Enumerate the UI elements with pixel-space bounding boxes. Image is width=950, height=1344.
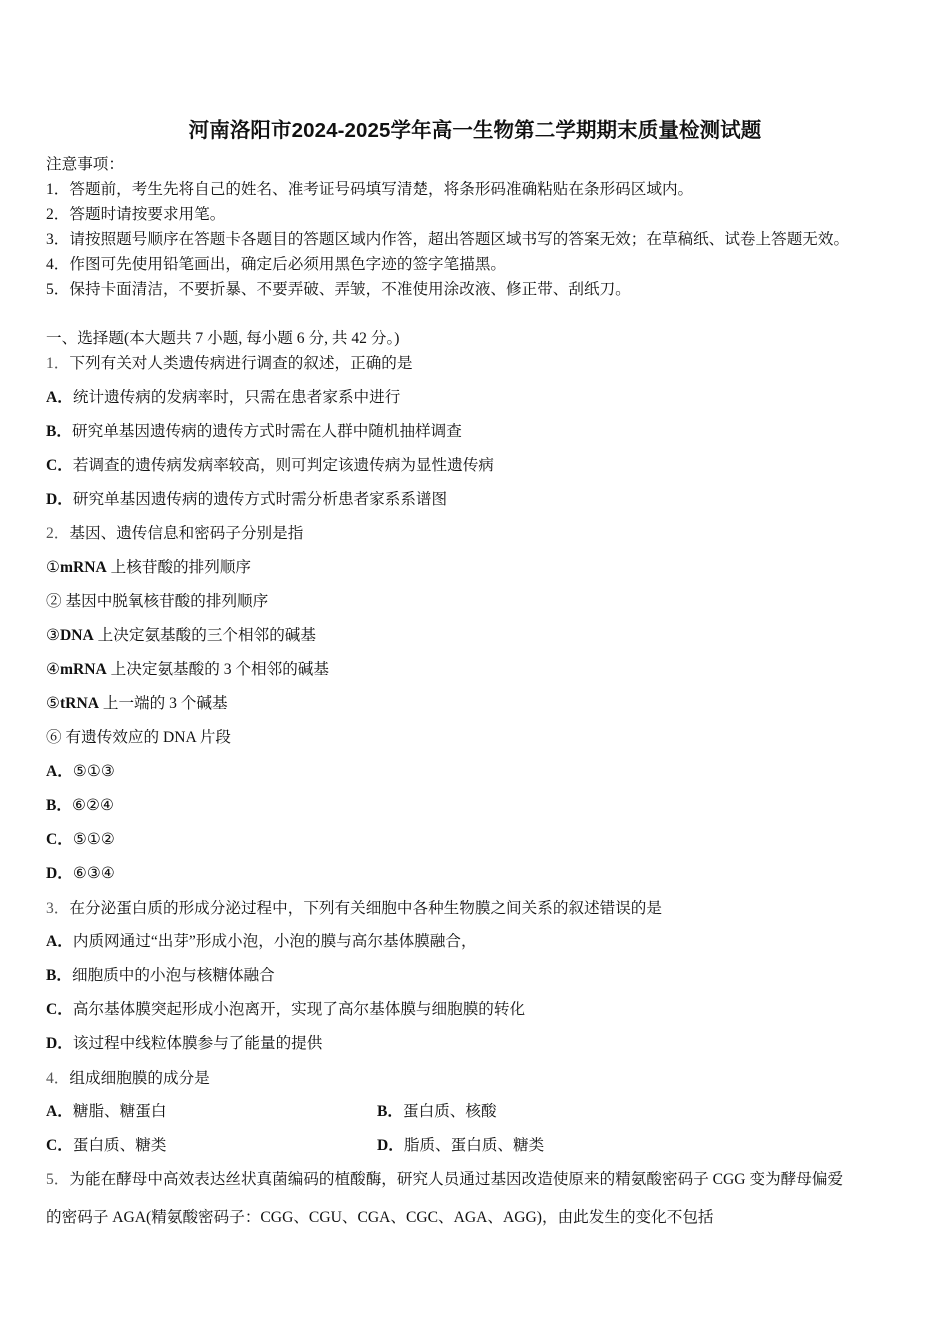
notice-item: 1．答题前，考生先将自己的姓名、准考证号码填写清楚，将条形码准确粘贴在条形码区域内。 — [46, 181, 694, 198]
statement-item: ② 基因中脱氧核苷酸的排列顺序 — [46, 593, 269, 610]
option-b: B．⑥②④ — [46, 797, 114, 814]
question-number: 4． — [46, 1070, 70, 1087]
option-b: B．研究单基因遗传病的遗传方式时需在人群中随机抽样调查 — [46, 423, 462, 440]
notice-heading: 注意事项： — [46, 156, 124, 173]
statement-item: ③DNA 上决定氨基酸的三个相邻的碱基 — [46, 627, 316, 644]
option-a: A．统计遗传病的发病率时，只需在患者家系中进行 — [46, 389, 401, 406]
question-stem: 基因、遗传信息和密码子分别是指 — [69, 525, 304, 542]
notice-item: 2．答题时请按要求用笔。 — [46, 206, 226, 223]
question-number: 5． — [46, 1171, 70, 1188]
option-c: C．蛋白质、糖类 — [46, 1137, 167, 1154]
page-title: 河南洛阳市2024-2025学年高一生物第二学期期末质量检测试题 — [188, 119, 762, 142]
question-number: 3． — [46, 900, 70, 917]
question-stem: 在分泌蛋白质的形成分泌过程中，下列有关细胞中各种生物膜之间关系的叙述错误的是 — [69, 900, 662, 917]
question-stem: 组成细胞膜的成分是 — [69, 1070, 210, 1087]
question-5 — [46, 1167, 843, 1189]
option-a: A．⑤①③ — [46, 763, 115, 780]
statement-item: ④mRNA 上决定氨基酸的 3 个相邻的碱基 — [46, 661, 329, 678]
question-stem-continued: 的密码子 AGA(精氨酸密码子：CGG、CGU、CGA、CGC、AGA、AGG)，由此发生的变化不包括 — [46, 1209, 714, 1226]
question-number: 2． — [46, 525, 70, 542]
option-d: D．⑥③④ — [46, 865, 115, 882]
section-heading: 一、选择题(本大题共 7 小题, 每小题 6 分, 共 42 分。) — [46, 330, 400, 347]
option-b: B．蛋白质、核酸 — [377, 1103, 497, 1120]
option-c: C．若调查的遗传病发病率较高，则可判定该遗传病为显性遗传病 — [46, 457, 494, 474]
notice-item: 4．作图可先使用铅笔画出，确定后必须用黑色字迹的签字笔描黑。 — [46, 256, 507, 273]
notice-item: 3．请按照题号顺序在答题卡各题目的答题区域内作答，超出答题区域书写的答案无效；在草稿纸、试卷上答题无效。 — [46, 231, 850, 248]
question-stem: 下列有关对人类遗传病进行调查的叙述，正确的是 — [69, 355, 413, 372]
option-d: D．该过程中线粒体膜参与了能量的提供 — [46, 1035, 323, 1052]
statement-item: ①mRNA 上核苷酸的排列顺序 — [46, 559, 252, 576]
question-1 — [46, 351, 412, 373]
statement-item: ⑥ 有遗传效应的 DNA 片段 — [46, 729, 231, 746]
option-b: B．细胞质中的小泡与核糖体融合 — [46, 967, 275, 984]
option-c: C．⑤①② — [46, 831, 115, 848]
option-d: D．脂质、蛋白质、糖类 — [377, 1137, 545, 1154]
question-stem: 为能在酵母中高效表达丝状真菌编码的植酸酶，研究人员通过基因改造使原来的精氨酸密码子 CGG 变为酵母偏爱 — [69, 1171, 844, 1188]
statement-item: ⑤tRNA 上一端的 3 个碱基 — [46, 695, 228, 712]
question-3 — [46, 896, 662, 918]
notice-item: 5．保持卡面清洁，不要折暴、不要弄破、弄皱，不准使用涂改液、修正带、刮纸刀。 — [46, 281, 631, 298]
question-4 — [46, 1066, 210, 1088]
question-number: 1． — [46, 355, 70, 372]
option-a: A．内质网通过“出芽”形成小泡，小泡的膜与高尔基体膜融合， — [46, 933, 477, 950]
option-a: A．糖脂、糖蛋白 — [46, 1103, 167, 1120]
option-d: D．研究单基因遗传病的遗传方式时需分析患者家系系谱图 — [46, 491, 448, 508]
option-c: C．高尔基体膜突起形成小泡离开，实现了高尔基体膜与细胞膜的转化 — [46, 1001, 526, 1018]
question-2 — [46, 521, 303, 543]
